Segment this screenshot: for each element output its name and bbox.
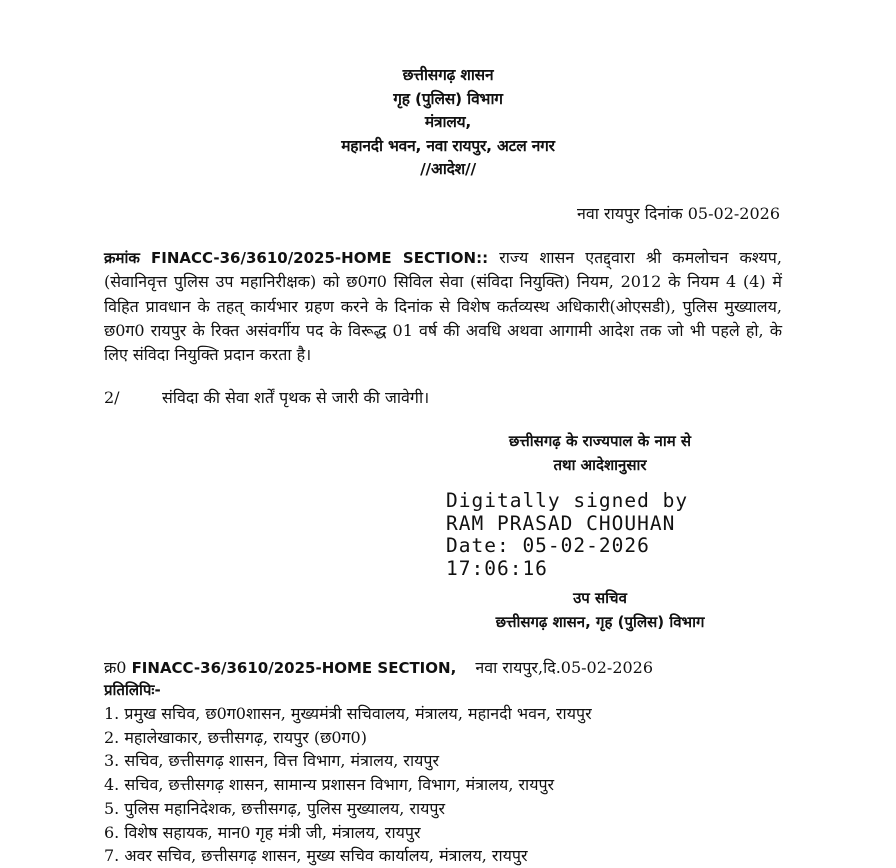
item-text: संविदा की सेवा शर्तें पृथक से जारी की जावेगी। bbox=[162, 388, 430, 407]
signatory-designation bbox=[430, 586, 770, 634]
letterhead bbox=[0, 64, 896, 182]
signature-line-1: Digitally signed by bbox=[446, 489, 689, 512]
governor-line-2: तथा आदेशानुसार bbox=[553, 455, 647, 474]
list-item: 3. सचिव, छत्तीसगढ़ शासन, वित्त विभाग, मंत्रालय, रायपुर bbox=[104, 751, 440, 771]
designation-department: छत्तीसगढ़ शासन, गृह (पुलिस) विभाग bbox=[495, 613, 705, 631]
service-conditions-item bbox=[104, 386, 429, 408]
header-order-title: //आदेश// bbox=[420, 160, 476, 178]
digital-signature bbox=[446, 490, 688, 580]
copy-order-prefix: क्र0 bbox=[104, 658, 127, 677]
list-item: 7. अवर सचिव, छत्तीसगढ़ शासन, मुख्य सचिव कार्यालय, मंत्रालय, रायपुर bbox=[104, 846, 528, 866]
item-number: 2/ bbox=[104, 388, 120, 407]
order-number: FINACC-36/3610/2025-HOME SECTION:: bbox=[151, 249, 489, 267]
header-ministry: मंत्रालय, bbox=[424, 113, 472, 131]
header-government: छत्तीसगढ़ शासन bbox=[402, 66, 494, 84]
header-address: महानदी भवन, नवा रायपुर, अटल नगर bbox=[341, 136, 555, 155]
list-item: 4. सचिव, छत्तीसगढ़ शासन, सामान्य प्रशासन विभाग, विभाग, मंत्रालय, रायपुर bbox=[104, 775, 555, 795]
copy-order-reference bbox=[104, 656, 653, 678]
signature-name: RAM PRASAD CHOUHAN bbox=[446, 511, 676, 535]
governor-line-1: छत्तीसगढ़ के राज्यपाल के नाम से bbox=[508, 432, 692, 450]
header-department: गृह (पुलिस) विभाग bbox=[393, 89, 503, 108]
list-item: 6. विशेष सहायक, मान0 गृह मंत्री जी, मंत्रालय, रायपुर bbox=[104, 822, 421, 842]
list-item: 1. प्रमुख सचिव, छ0ग0शासन, मुख्यमंत्री सचिवालय, मंत्रालय, महानदी भवन, रायपुर bbox=[104, 704, 592, 723]
order-paragraph bbox=[104, 246, 782, 367]
signature-date: Date: 05-02-2026 bbox=[446, 534, 650, 557]
copy-order-number: FINACC-36/3610/2025-HOME SECTION, bbox=[131, 659, 457, 677]
copy-list bbox=[104, 702, 592, 868]
designation-title: उप सचिव bbox=[573, 589, 627, 607]
governor-authority bbox=[430, 430, 770, 477]
order-prefix: क्रमांक bbox=[104, 249, 140, 267]
copy-to-heading: प्रतिलिपिः- bbox=[104, 681, 161, 699]
copy-order-date: नवा रायपुर,दि.05-02-2026 bbox=[475, 658, 654, 677]
order-date: नवा रायपुर दिनांक 05-02-2026 bbox=[577, 204, 780, 223]
signature-time: 17:06:16 bbox=[446, 556, 548, 580]
list-item: 5. पुलिस महानिदेशक, छत्तीसगढ़, पुलिस मुख्यालय, रायपुर bbox=[104, 798, 446, 818]
order-body: राज्य शासन एतद्द्वारा श्री कमलोचन कश्यप,(सेवानिवृत्त पुलिस उप महानिरीक्षक) को छ0ग0 सिविल सेवा (संविदा नियुक्ति) नियम, 2012 के नियम 4 (4) में विहित प्रावधान के तहत् कार्यभार ग्रहण करने के दिनांक से विशेष कर्तव्यस्थ अधिकारी(ओएसडी), पुलिस मुख्यालय, छ0ग0 रायपुर के रिक्त असंवर्गीय पद के विरूद्ध 01 वर्ष की अवधि अथवा आगामी आदेश तक जो भी पहले हो, के लिए संविदा नियुक्ति प्रदान करता है। bbox=[104, 248, 782, 365]
list-item: 2. महालेखाकार, छत्तीसगढ़, रायपुर (छ0ग0) bbox=[104, 727, 367, 747]
